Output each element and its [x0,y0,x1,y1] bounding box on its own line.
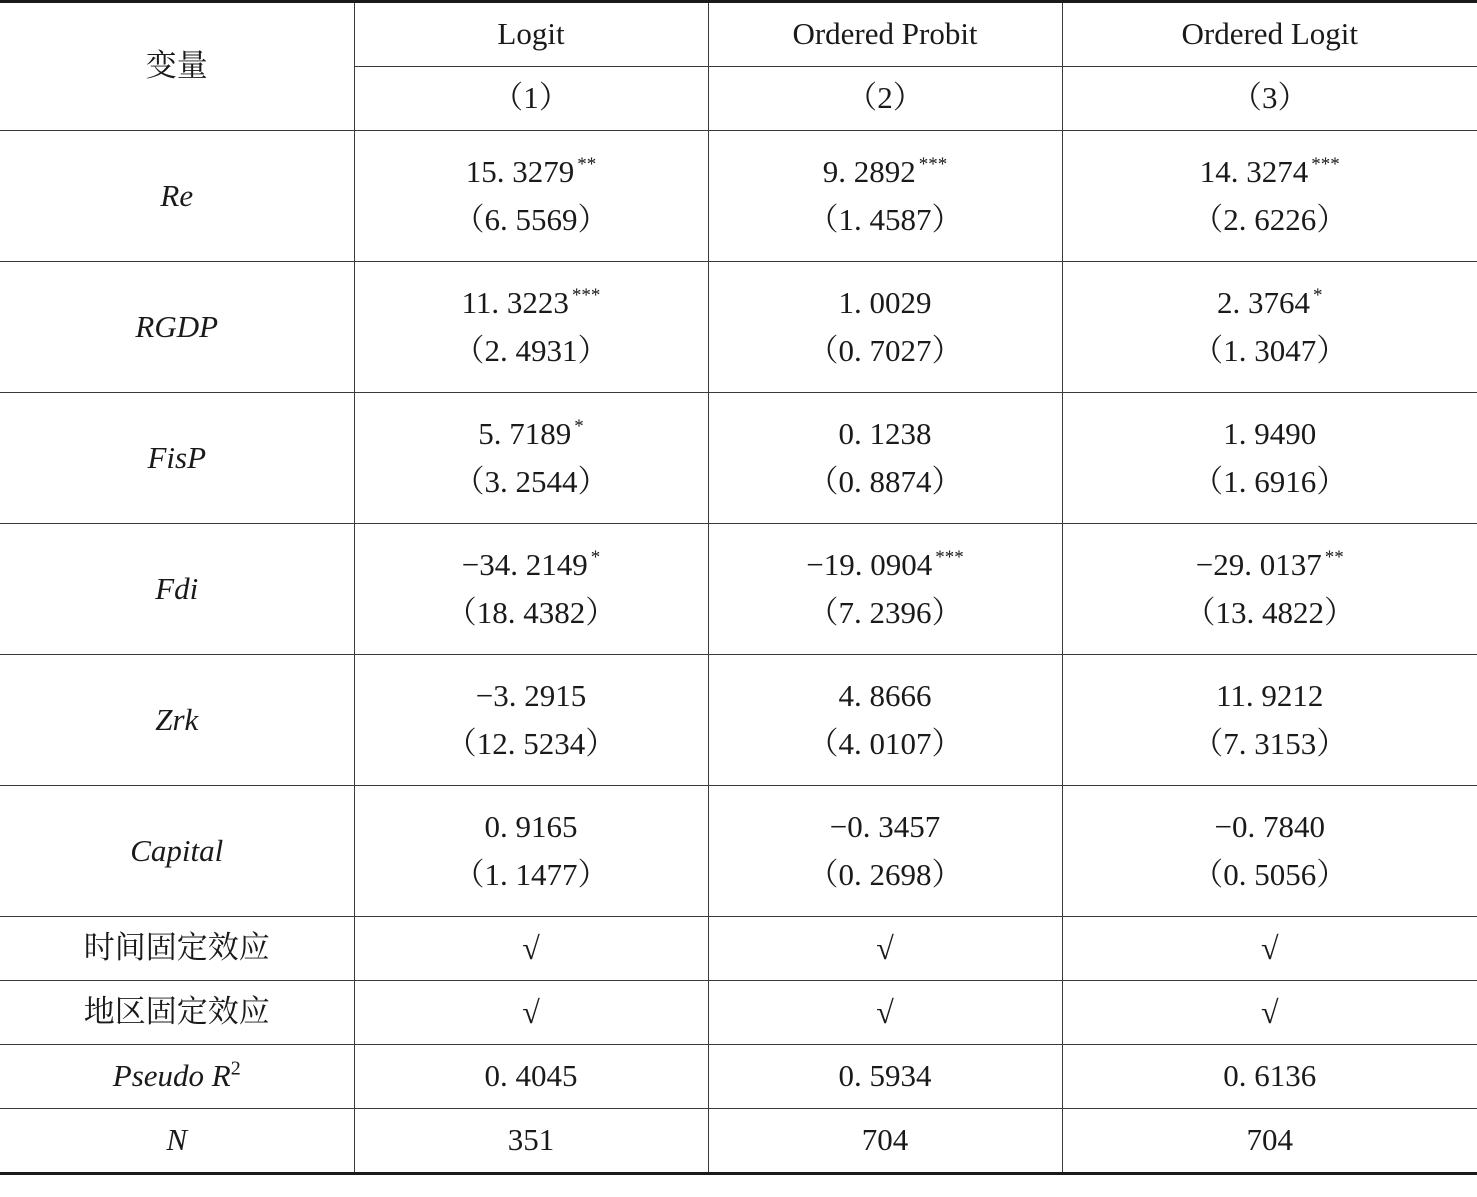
coefficient-cell [708,524,1062,655]
coefficient-value: 1. 9490 [1223,415,1317,451]
row-label [0,1045,354,1109]
coefficient-cell [708,262,1062,393]
coefficient-line [1063,672,1477,720]
significance-stars: ** [1324,546,1344,568]
significance-stars: * [574,415,584,437]
coefficient-cell [1062,655,1477,786]
standard-error: （7. 2396） [807,595,963,630]
significance-stars: *** [571,284,601,306]
coefficient-row [0,393,1477,524]
coefficient-value: 11. 3223 [461,284,569,320]
checkmark: √ [1062,981,1477,1045]
standard-error: （6. 5569） [453,202,609,237]
coefficient-value: −0. 3457 [829,808,941,844]
row-label: N [0,1109,354,1174]
variable-name: Re [0,131,354,262]
coefficient-value: 2. 3764 [1217,284,1310,320]
coefficient-cell [1062,393,1477,524]
coefficient-line [709,148,1062,196]
coefficient-cell [354,786,708,917]
variable-name: Fdi [0,524,354,655]
coefficient-cell [354,393,708,524]
standard-error: （4. 0107） [807,726,963,761]
checkmark: √ [354,917,708,981]
model-number-2: （2） [708,67,1062,131]
coefficient-line [355,541,708,589]
significance-stars: *** [1311,153,1340,175]
pseudo-r2-row [0,1045,1477,1109]
coefficient-value: −34. 2149 [461,546,588,582]
coefficient-row [0,131,1477,262]
n-obs-value: 351 [354,1109,708,1174]
model-name-2: Ordered Probit [708,2,1062,67]
coefficient-line [355,148,708,196]
standard-error: （7. 3153） [1192,726,1348,761]
coefficient-line [1063,279,1477,327]
checkmark: √ [354,981,708,1045]
pseudo-r2-value: 0. 6136 [1062,1045,1477,1109]
coefficient-line [1063,541,1477,589]
coefficient-line [355,279,708,327]
coefficient-value: 0. 1238 [838,415,932,451]
coefficient-value: −19. 0904 [806,546,933,582]
coefficient-cell [354,131,708,262]
time-fixed-effect-row [0,917,1477,981]
header-row-models [0,2,1477,67]
coefficient-cell [1062,131,1477,262]
pseudo-r2-superscript: 2 [230,1058,241,1081]
coefficient-value: 9. 2892 [822,153,916,189]
coefficient-value: 11. 9212 [1216,677,1324,713]
coefficient-value: 4. 8666 [838,677,932,713]
variable-name: RGDP [0,262,354,393]
coefficient-value: 14. 3274 [1199,153,1309,189]
checkmark: √ [708,981,1062,1045]
coefficient-row [0,655,1477,786]
standard-error: （1. 6916） [1192,464,1348,499]
significance-stars: * [1313,284,1323,306]
n-obs-value: 704 [1062,1109,1477,1174]
coefficient-row [0,524,1477,655]
coefficient-cell [708,393,1062,524]
coefficient-cell [1062,786,1477,917]
row-label: 时间固定效应 [0,917,354,981]
model-name-3: Ordered Logit [1062,2,1477,67]
coefficient-line [1063,410,1477,458]
region-fixed-effect-row [0,981,1477,1045]
standard-error: （0. 2698） [807,857,963,892]
pseudo-r2-label: Pseudo R [112,1058,231,1094]
coefficient-line [709,410,1062,458]
coefficient-rows [0,131,1477,917]
coefficient-value: −29. 0137 [1195,546,1322,582]
coefficient-value: −3. 2915 [475,677,587,713]
coefficient-cell [354,524,708,655]
coefficient-cell [708,655,1062,786]
coefficient-row [0,262,1477,393]
coefficient-row [0,786,1477,917]
standard-error: （0. 8874） [807,464,963,499]
standard-error: （0. 5056） [1192,857,1348,892]
row-label: 地区固定效应 [0,981,354,1045]
standard-error: （12. 5234） [445,726,617,761]
checkmark: √ [708,917,1062,981]
pseudo-r2-value: 0. 4045 [354,1045,708,1109]
coefficient-value: 5. 7189 [478,415,572,451]
coefficient-value: −0. 7840 [1214,808,1325,844]
standard-error: （2. 4931） [453,333,609,368]
variable-name: Capital [0,786,354,917]
coefficient-value: 15. 3279 [465,153,575,189]
coefficient-line [1063,148,1477,196]
coefficient-line [709,803,1062,851]
standard-error: （13. 4822） [1184,595,1355,630]
coefficient-value: 0. 9165 [484,808,578,844]
coefficient-line [355,410,708,458]
variable-header: 变量 [0,2,354,131]
coefficient-line [1063,803,1477,851]
model-name-1: Logit [354,2,708,67]
standard-error: （0. 7027） [807,333,963,368]
model-number-1: （1） [354,67,708,131]
coefficient-line [355,672,708,720]
variable-name: Zrk [0,655,354,786]
coefficient-cell [1062,262,1477,393]
n-obs-value: 704 [708,1109,1062,1174]
coefficient-line [355,803,708,851]
coefficient-cell [1062,524,1477,655]
standard-error: （3. 2544） [453,464,609,499]
coefficient-line [709,279,1062,327]
standard-error: （1. 3047） [1192,333,1348,368]
coefficient-line [709,541,1062,589]
significance-stars: * [590,546,601,568]
pseudo-r2-value: 0. 5934 [708,1045,1062,1109]
coefficient-cell [708,131,1062,262]
variable-name: FisP [0,393,354,524]
standard-error: （18. 4382） [445,595,617,630]
standard-error: （1. 4587） [807,202,963,237]
significance-stars: *** [918,153,948,175]
significance-stars: *** [935,546,964,568]
coefficient-value: 1. 0029 [838,284,932,320]
n-obs-row [0,1109,1477,1174]
coefficient-cell [354,262,708,393]
significance-stars: ** [577,153,597,175]
coefficient-line [709,672,1062,720]
model-number-3: （3） [1062,67,1477,131]
standard-error: （2. 6226） [1192,202,1348,237]
coefficient-cell [708,786,1062,917]
coefficient-cell [354,655,708,786]
checkmark: √ [1062,917,1477,981]
standard-error: （1. 1477） [453,857,609,892]
